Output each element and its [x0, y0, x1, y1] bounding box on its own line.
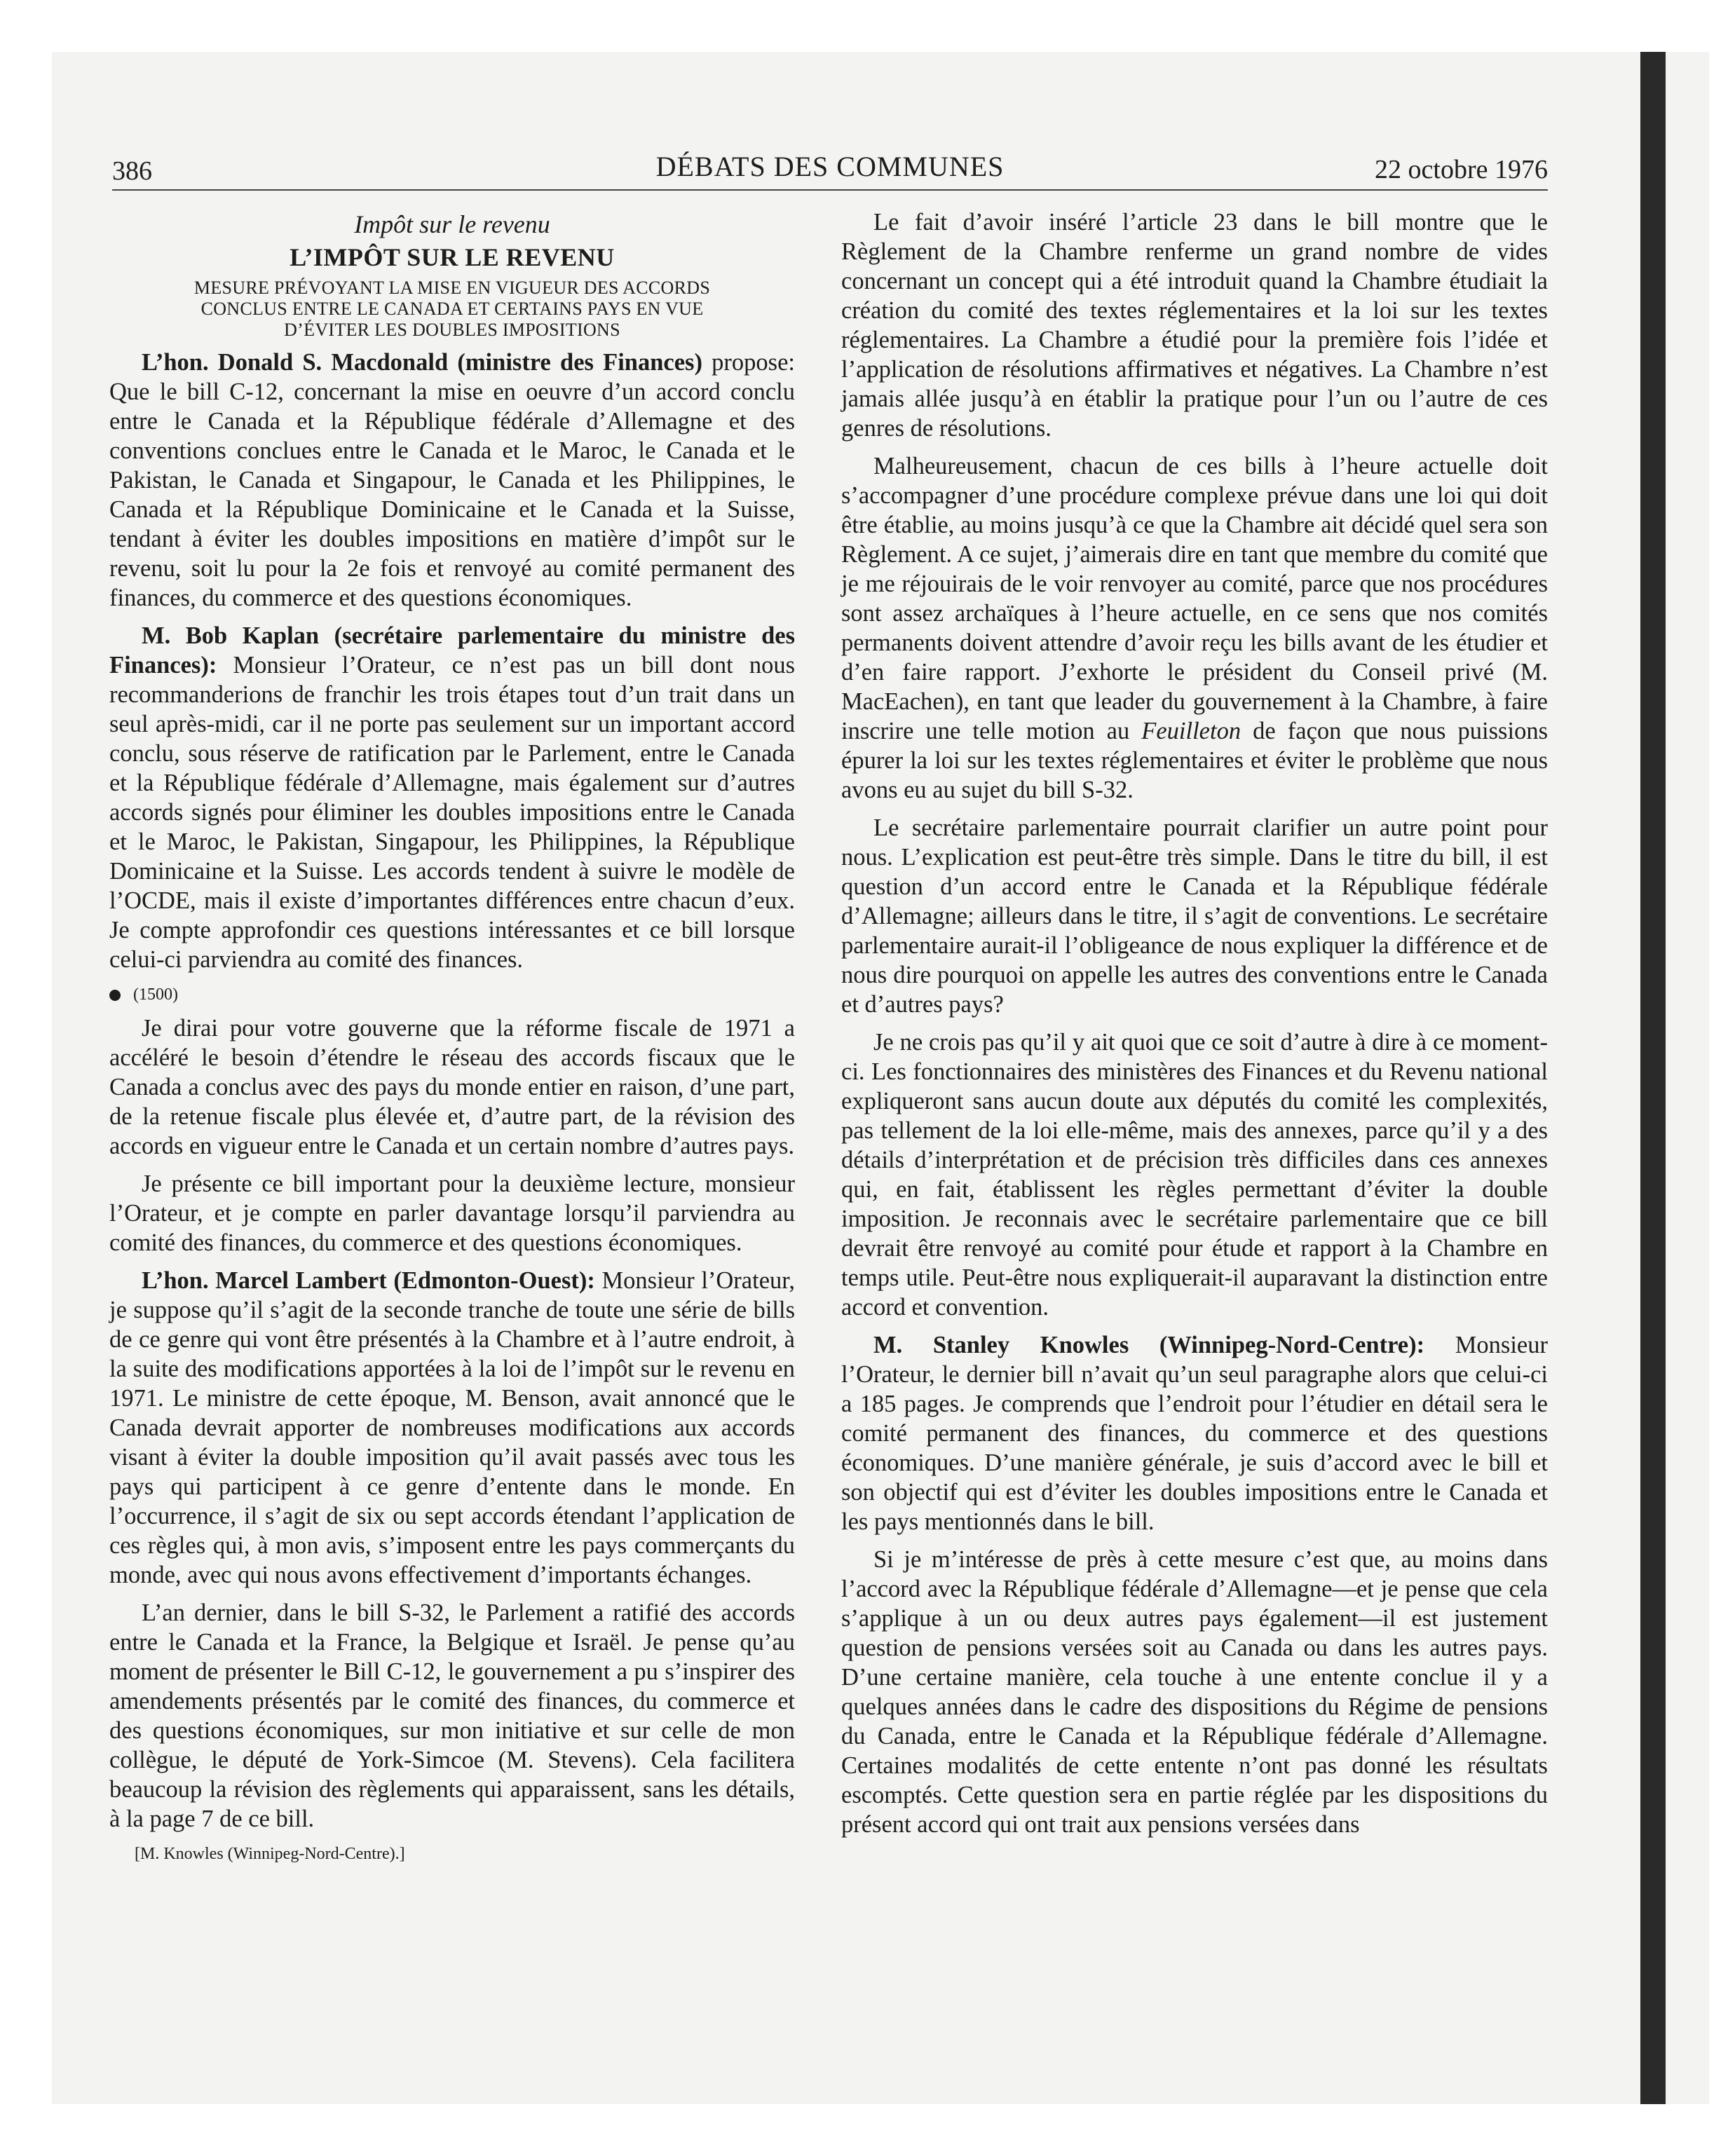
scan-edge-bar	[1640, 52, 1666, 2104]
paragraph: Je dirai pour votre gouverne que la réforme fiscale de 1971 a accéléré le besoin d’étendre le réseau des accords fiscaux que le Canada a conclus avec des pays du monde entier en raison, d’une part, de la retenue fiscale plus élevée et, d’autre part, de la révision des accords en vigueur entre le Canada et un certain nombre d’autres pays.	[109, 1015, 795, 1159]
speaker-name: M. Stanley Knowles (Winnipeg-Nord-Centre):	[873, 1332, 1425, 1358]
paragraph	[109, 348, 795, 613]
paragraph: Si je m’intéresse de près à cette mesure c’est que, au moins dans l’accord avec la République fédérale d’Allemagne—et je pense que cela s’applique à un ou deux autres pays également—il est justement question de pensions versées soit au Canada ou dans les autres pays. D’une certaine manière, cela touche à une entente conclue il y a quelques années dans le cadre des dispositions du Régime de pensions du Canada, entre le Canada et la République fédérale d’Allemagne. Certaines modalités de cette entente n’ont pas donné les résultats escomptés. Cette question sera en partie réglée par les dispositions du présent accord qui ont trait aux pensions versées dans	[841, 1546, 1548, 1838]
journal-title: DÉBATS DES COMMUNES	[655, 151, 1005, 182]
paragraph: Le fait d’avoir inséré l’article 23 dans le bill montre que le Règlement de la Chambre renferme un grand nombre de vides concernant un concept qui a été introduit quand la Chambre étudiait la création du comité des textes réglementaires et la loi sur les textes réglementaires. La Chambre a étudié pour la première fois l’idée et l’application de résolutions affirmatives et négatives. La Chambre n’est jamais allée jusqu’à en établir la pratique pour l’un ou l’autre de ces genres de résolutions.	[841, 209, 1548, 442]
paragraph: Je ne crois pas qu’il y ait quoi que ce soit d’autre à dire à ce moment-ci. Les fonctionnaires des ministères des Finances et du Revenu national expliqueront sans aucun doute aux députés du comité les complexités, pas tellement de la loi elle-même, mais des annexes, parce qu’il y a des détails d’interprétation et de précision très difficiles dans ces annexes qui, en fait, établissent les règles permettant d’éviter la double imposition. Je reconnais avec le secrétaire parlementaire que ce bill devrait être renvoyé au comité pour étude et rapport à la Chambre en temps utile. Peut-être nous expliquerait-il auparavant la distinction entre accord et convention.	[841, 1029, 1548, 1321]
time-marker	[109, 983, 795, 1007]
speaker-name: L’hon. Marcel Lambert (Edmonton-Ouest):	[142, 1267, 595, 1294]
paragraph	[109, 1266, 795, 1590]
section-kicker: Impôt sur le revenu	[354, 210, 550, 238]
page-number: 386	[112, 156, 152, 186]
page-header	[112, 150, 1548, 192]
speech-text: propose: Que le bill C-12, concernant la mise en oeuvre d’un accord conclu entre le Canada et la République fédérale d’Allemagne et des conventions conclues entre le Canada et le Maroc, le Canada et le Pakistan, le Canada et Singapour, le Canada et les Philippines, le Canada et la République Dominicaine et le Canada et la Suisse, tendant à éviter les doubles impositions en matière d’impôt sur le revenu, soit lu pour la 2e fois et renvoyé au comité permanent des finances, du commerce et des questions économiques.	[109, 349, 795, 611]
speech-text: Monsieur l’Orateur, ce n’est pas un bill dont nous recommanderions de franchir les trois étapes tout d’un trait dans un seul après-midi, car il ne porte pas seulement sur un important accord conclu, sous réserve de ratification par le Parlement, entre le Canada et la République fédérale d’Allemagne, mais également sur d’autres accords signés pour éliminer les doubles impositions entre le Canada et le Maroc, le Pakistan, Singapour, les Philippines, la République Dominicaine et la Suisse. Les accords tendent à suivre le modèle de l’OCDE, mais il existe d’importantes différences entre chacun d’eux. Je compte approfondir ces questions intéressantes et ce bill lorsque celui-ci parviendra au comité des finances.	[109, 652, 795, 973]
time-marker-text: (1500)	[133, 985, 178, 1004]
paragraph: Je présente ce bill important pour la deuxième lecture, monsieur l’Orateur, et je compte en parler davantage lorsqu’il parviendra au comité des finances, du commerce et des questions économiques.	[109, 1171, 795, 1256]
right-column	[841, 207, 1548, 1848]
subtitle-line: MESURE PRÉVOYANT LA MISE EN VIGUEUR DES ACCORDS	[193, 278, 711, 298]
speaker-name: L’hon. Donald S. Macdonald (ministre des Finances)	[142, 349, 702, 376]
speech-text: Malheureusement, chacun de ces bills à l’heure actuelle doit s’accompagner d’une procédure complexe prévue dans une loi qui doit être établie, au moins jusqu’à ce que la Chambre ait décidé quel sera son Règlement. A ce sujet, j’aimerais dire en tant que membre du comité que je me réjouirais de le voir renvoyer au comité, parce que nos procédures sont assez archaïques à l’heure actuelle, en ce sens que nos comités permanents doivent attendre d’avoir reçu les bills avant de les étudier et d’en faire rapport. J’exhorte le président du Conseil privé (M. MacEachen), en tant que leader du gouvernement à la Chambre, à faire inscrire une telle motion au	[841, 453, 1548, 744]
paragraph: L’an dernier, dans le bill S-32, le Parlement a ratifié des accords entre le Canada et la France, la Belgique et Israël. Je pense qu’au moment de présenter le Bill C-12, le gouvernement a pu s’inspirer des amendements présentés par le comité des finances, du commerce et des questions économiques, sur mon initiative et sur celle de mon collègue, le député de York-Simcoe (M. Stevens). Cela facilitera beaucoup la révision des règlements qui apparaissent, sans les détails, à la page 7 de ce bill.	[109, 1599, 795, 1832]
speech-text: Monsieur l’Orateur, je suppose qu’il s’agit de la seconde tranche de toute une série de bills de ce genre qui vont être présentés à la Chambre et à l’autre endroit, à la suite des modifications apportées à la loi de l’impôt sur le revenu en 1971. Le ministre de cette époque, M. Benson, avait annoncé que le Canada devrait apporter de nombreuses modifications aux accords visant à éviter la double imposition qu’il avait passés avec tous les pays qui participent à ce genre d’entente dans le monde. En l’occurrence, il s’agit de six ou sept accords étendant l’application de ces règles qui, à mon avis, s’imposent entre les pays commerçants du monde, avec qui nous avons effectivement d’importants échanges.	[109, 1267, 795, 1588]
speech-text: de façon que nous puissions épurer la loi sur les textes réglementaires et éviter le problème que nous avons eu au sujet du bill S-32.	[841, 718, 1548, 803]
speech-text: Monsieur l’Orateur, le dernier bill n’avait qu’un seul paragraphe alors que celui-ci a 185 pages. Je comprends que l’endroit pour l’étudier en détail sera le comité permanent des finances, du commerce et des questions économiques. D’une manière générale, je suis d’accord avec le bill et son objectif qui est d’éviter les doubles impositions entre le Canada et les pays mentionnés dans le bill.	[841, 1332, 1548, 1535]
left-column	[109, 207, 795, 1866]
header-date: 22 octobre 1976	[1375, 155, 1548, 184]
paragraph: Le secrétaire parlementaire pourrait clarifier un autre point pour nous. L’explication est peut-être très simple. Dans le titre du bill, il est question d’un accord entre le Canada et la République fédérale d’Allemagne; ailleurs dans le titre, il s’agit de conventions. Le secrétaire parlementaire aurait-il l’obligeance de nous expliquer la différence et de nous dire pourquoi on appelle les autres des conventions entre le Canada et d’autres pays?	[841, 814, 1548, 1018]
bullet-icon	[109, 990, 121, 1001]
header-rule	[112, 189, 1548, 191]
section-subtitle	[109, 278, 795, 341]
paragraph	[841, 451, 1548, 805]
subtitle-line: CONCLUS ENTRE LE CANADA ET CERTAINS PAYS EN VUE	[200, 299, 704, 319]
subtitle-line: D’ÉVITER LES DOUBLES IMPOSITIONS	[284, 320, 620, 340]
speaker-name: M. Bob Kaplan (secrétaire parlementaire du ministre des Finances):	[109, 622, 795, 678]
paragraph	[841, 1330, 1548, 1536]
speaker-footnote: [M. Knowles (Winnipeg-Nord-Centre).]	[135, 1845, 405, 1863]
italic-term: Feuilleton	[1141, 718, 1241, 744]
section-title: L’IMPÔT SUR LE REVENU	[290, 243, 615, 271]
paragraph	[109, 621, 795, 974]
